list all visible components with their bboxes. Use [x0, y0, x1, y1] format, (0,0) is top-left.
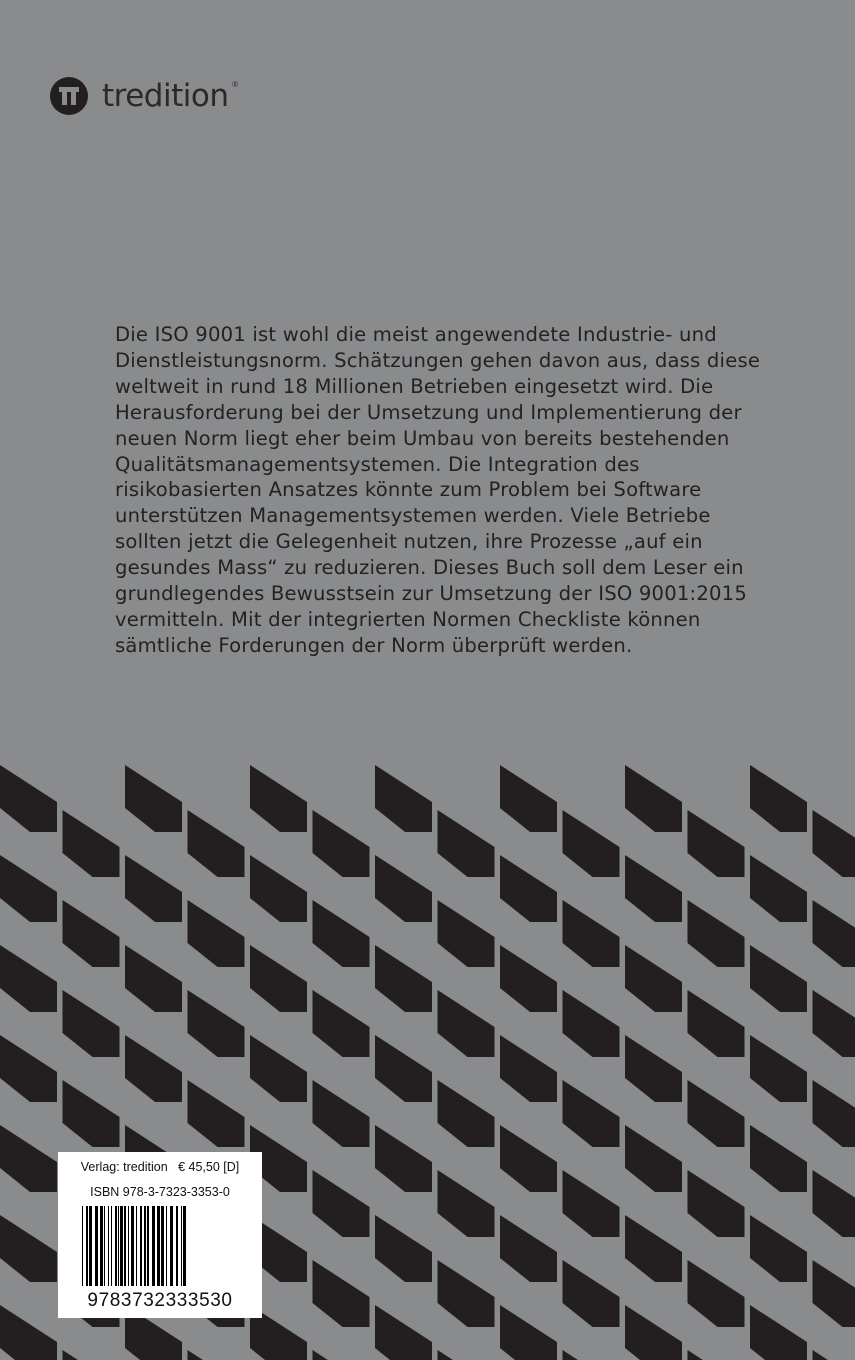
barcode-bar — [120, 1206, 123, 1286]
barcode-bar — [118, 1206, 119, 1286]
blurb-line: sämtliche Forderungen der Norm überprüft werden. — [115, 633, 633, 657]
publisher-name — [102, 77, 238, 115]
barcode-bar — [152, 1206, 155, 1286]
pattern-shape — [750, 1035, 807, 1102]
pattern-shape — [563, 1080, 620, 1147]
registered-mark: ® — [232, 80, 238, 89]
barcode-bar — [183, 1206, 186, 1286]
tredition-logo-icon — [50, 77, 88, 115]
pattern-shape — [813, 1170, 855, 1237]
blurb-line: sollten jetzt die Gelegenheit nutzen, ihre Prozesse „auf ein — [115, 530, 703, 554]
pattern-shape — [750, 1215, 807, 1282]
barcode-bar — [157, 1206, 160, 1286]
blurb-line: Herausforderung bei der Umsetzung und Implementierung der — [115, 400, 742, 424]
pattern-shape — [688, 810, 745, 877]
pattern-shape — [563, 1260, 620, 1327]
blurb-line: neuen Norm liegt eher beim Umbau von bereits bestehenden — [115, 426, 730, 450]
pattern-shape — [750, 855, 807, 922]
blurb-line: weltweit in rund 18 Millionen Betrieben eingesetzt wird. Die — [115, 374, 714, 398]
pattern-shape — [500, 1035, 557, 1102]
price: € 45,50 [D] — [178, 1160, 240, 1174]
pattern-shape — [500, 945, 557, 1012]
pattern-shape — [313, 1080, 370, 1147]
publisher-logo — [50, 76, 238, 116]
pattern-shape — [0, 1125, 57, 1192]
pattern-shape — [500, 855, 557, 922]
pattern-shape — [375, 1125, 432, 1192]
blurb-line: Die ISO 9001 ist wohl die meist angewendete Industrie- und — [115, 323, 717, 346]
pattern-shape — [625, 945, 682, 1012]
pattern-shape — [688, 990, 745, 1057]
pattern-shape — [250, 945, 307, 1012]
pattern-shape — [188, 810, 245, 877]
barcode-bar — [136, 1206, 137, 1286]
pattern-shape — [125, 765, 182, 832]
pattern-shape — [313, 900, 370, 967]
pattern-shape — [313, 1350, 370, 1360]
pattern-shape — [438, 990, 495, 1057]
barcode-bar — [100, 1206, 103, 1286]
pattern-shape — [438, 900, 495, 967]
pattern-shape — [563, 1350, 620, 1360]
barcode-bar — [166, 1206, 167, 1286]
barcode-bar — [104, 1206, 105, 1286]
pattern-shape — [563, 1170, 620, 1237]
pattern-shape — [438, 1260, 495, 1327]
barcode-bar — [181, 1206, 182, 1286]
pattern-shape — [63, 900, 120, 967]
pattern-shape — [250, 765, 307, 832]
barcode-bar — [128, 1206, 129, 1286]
blurb-line: risikobasierten Ansatzes könnte zum Problem bei Software — [115, 478, 702, 502]
pattern-shape — [375, 945, 432, 1012]
pattern-shape — [188, 1350, 245, 1360]
blurb-line: vermitteln. Mit der integrierten Normen Checkliste können — [115, 607, 701, 631]
pattern-shape — [750, 945, 807, 1012]
pattern-shape — [0, 1305, 57, 1360]
blurb-text — [115, 322, 835, 659]
pattern-shape — [813, 810, 855, 877]
barcode-bar — [131, 1206, 134, 1286]
barcode-bar — [147, 1206, 149, 1286]
pattern-shape — [688, 1350, 745, 1360]
blurb-line: Dienstleistungsnorm. Schätzungen gehen davon aus, dass diese — [115, 348, 761, 372]
isbn: ISBN 978-3-7323-3353-0 — [90, 1185, 230, 1199]
pattern-shape — [625, 1215, 682, 1282]
barcode-bar — [89, 1206, 92, 1286]
pattern-shape — [688, 1080, 745, 1147]
pattern-shape — [0, 855, 57, 922]
pattern-shape — [750, 765, 807, 832]
pattern-shape — [563, 900, 620, 967]
pattern-shape — [813, 1260, 855, 1327]
barcode-bar — [86, 1206, 88, 1286]
publisher-name-text: tredition — [102, 78, 229, 114]
barcode-bar — [95, 1206, 98, 1286]
pattern-shape — [500, 1215, 557, 1282]
pattern-shape — [688, 900, 745, 967]
blurb-line: gesundes Mass“ zu reduzieren. Dieses Buch soll dem Leser ein — [115, 556, 744, 580]
barcode-bar — [161, 1206, 164, 1286]
pattern-shape — [625, 855, 682, 922]
publisher-price-line — [58, 1160, 262, 1174]
pattern-shape — [375, 1215, 432, 1282]
pattern-shape — [563, 810, 620, 877]
barcode-bar — [140, 1206, 142, 1286]
barcode-bar — [111, 1206, 112, 1286]
pattern-shape — [0, 1215, 57, 1282]
barcode-label — [58, 1152, 262, 1318]
barcode-bar — [82, 1206, 83, 1286]
pattern-shape — [313, 1170, 370, 1237]
pattern-shape — [250, 855, 307, 922]
pattern-shape — [313, 1260, 370, 1327]
pattern-shape — [125, 1035, 182, 1102]
barcode-bar — [170, 1206, 173, 1286]
blurb-line: Qualitätsmanagementsystemen. Die Integration des — [115, 452, 640, 476]
pattern-shape — [750, 1305, 807, 1360]
pattern-shape — [625, 1305, 682, 1360]
blurb-line: grundlegendes Bewusstsein zur Umsetzung der ISO 9001:2015 — [115, 582, 748, 606]
pattern-shape — [813, 900, 855, 967]
pattern-shape — [500, 1125, 557, 1192]
pattern-shape — [375, 855, 432, 922]
barcode-bar — [144, 1206, 146, 1286]
pattern-shape — [750, 1125, 807, 1192]
pattern-shape — [500, 765, 557, 832]
pattern-shape — [63, 1080, 120, 1147]
pattern-shape — [250, 1035, 307, 1102]
barcode-bar — [124, 1206, 126, 1286]
publisher-line: Verlag: tredition — [80, 1160, 168, 1174]
pattern-shape — [813, 1080, 855, 1147]
pattern-shape — [375, 1035, 432, 1102]
pattern-shape — [563, 990, 620, 1057]
barcode-icon — [82, 1206, 238, 1286]
pattern-shape — [63, 1350, 120, 1360]
blurb-line: unterstützen Managementsystemen werden. Viele Betriebe — [115, 504, 711, 528]
barcode-bar — [176, 1206, 178, 1286]
pattern-shape — [313, 990, 370, 1057]
pattern-shape — [125, 945, 182, 1012]
pattern-shape — [688, 1260, 745, 1327]
pattern-shape — [63, 810, 120, 877]
pattern-shape — [438, 810, 495, 877]
pattern-shape — [438, 1080, 495, 1147]
pattern-shape — [813, 990, 855, 1057]
pattern-shape — [125, 855, 182, 922]
pattern-shape — [63, 990, 120, 1057]
barcode-bar — [108, 1206, 109, 1286]
pattern-shape — [0, 945, 57, 1012]
ean-digits: 9783732333530 — [87, 1290, 233, 1311]
pattern-shape — [188, 990, 245, 1057]
pattern-shape — [813, 1350, 855, 1360]
pattern-shape — [625, 765, 682, 832]
pattern-shape — [625, 1035, 682, 1102]
pattern-shape — [0, 1035, 57, 1102]
pattern-shape — [375, 765, 432, 832]
pattern-shape — [438, 1350, 495, 1360]
pattern-shape — [625, 1125, 682, 1192]
pattern-shape — [188, 1080, 245, 1147]
pattern-shape — [500, 1305, 557, 1360]
pattern-shape — [313, 810, 370, 877]
pattern-shape — [375, 1305, 432, 1360]
pattern-shape — [688, 1170, 745, 1237]
pattern-shape — [438, 1170, 495, 1237]
pattern-shape — [188, 900, 245, 967]
barcode-bar — [115, 1206, 117, 1286]
pattern-shape — [0, 765, 57, 832]
